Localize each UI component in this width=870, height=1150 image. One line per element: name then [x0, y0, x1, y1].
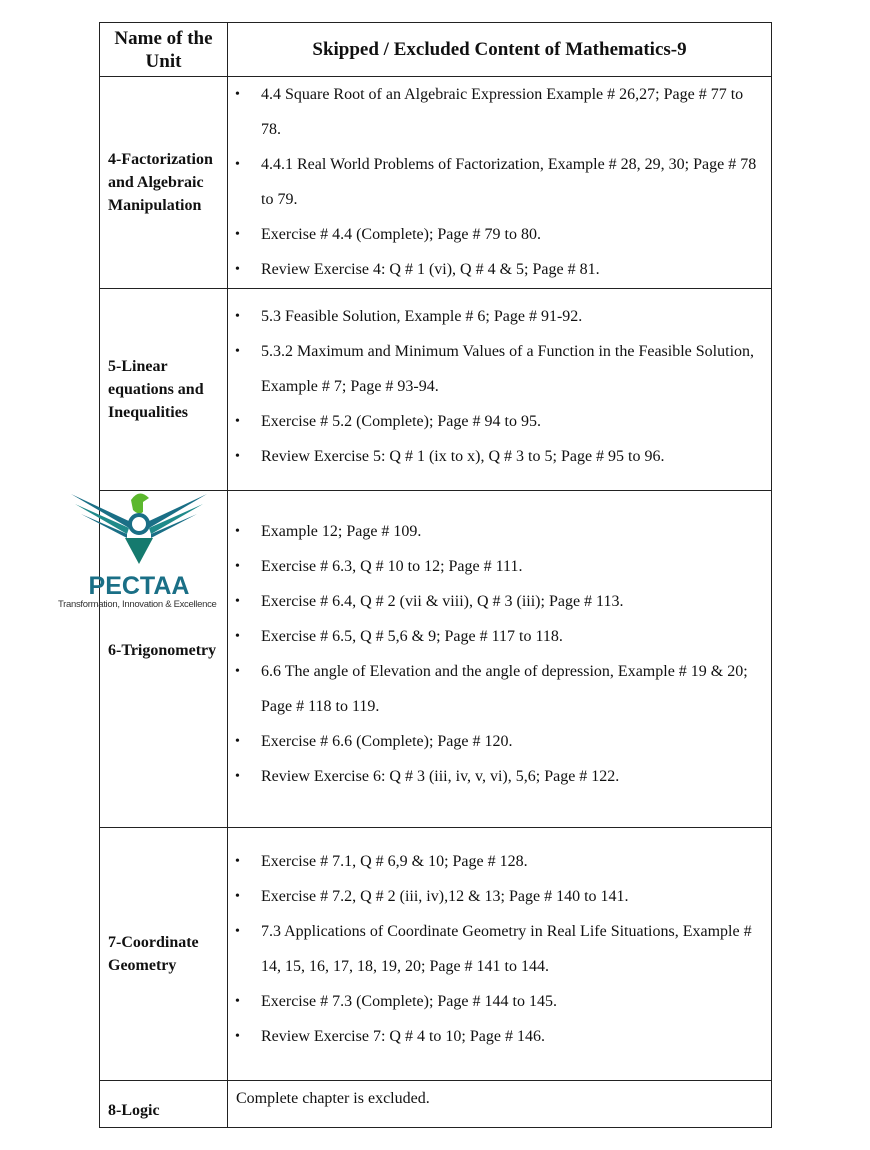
- header-unit-name: Name of the Unit: [100, 23, 228, 77]
- table-row: [100, 289, 772, 491]
- table-row: [100, 828, 772, 1081]
- table-row: [100, 77, 772, 289]
- table-row: [100, 1081, 772, 1128]
- list-item: • Review Exercise 4: Q # 1 (vi), Q # 4 & 5; Page # 81.: [261, 252, 759, 287]
- list-item: • Exercise # 6.4, Q # 2 (vii & viii), Q # 3 (iii); Page # 113.: [261, 584, 759, 619]
- list-item: • Exercise # 7.3 (Complete); Page # 144 to 145.: [261, 984, 759, 1019]
- logo-name: PECTAA: [88, 572, 190, 600]
- content-cell: [228, 77, 772, 289]
- unit-name: 5-Linear equations and Inequalities: [100, 289, 228, 491]
- list-item: • Exercise # 7.1, Q # 6,9 & 10; Page # 128.: [261, 844, 759, 879]
- list-item: • 5.3.2 Maximum and Minimum Values of a Function in the Feasible Solution, Example # 7; Page # 93-94.: [261, 334, 759, 404]
- list-item: • Exercise # 6.5, Q # 5,6 & 9; Page # 117 to 118.: [261, 619, 759, 654]
- list-item: • Exercise # 6.6 (Complete); Page # 120.: [261, 724, 759, 759]
- list-item: • Exercise # 5.2 (Complete); Page # 94 to 95.: [261, 404, 759, 439]
- table-header-row: [100, 23, 772, 77]
- list-item: • Exercise # 7.2, Q # 2 (iii, iv),12 & 13; Page # 140 to 141.: [261, 879, 759, 914]
- content-cell: [228, 289, 772, 491]
- content-cell: [228, 1081, 772, 1128]
- unit-name: 7-Coordinate Geometry: [100, 828, 228, 1081]
- list-item: • 6.6 The angle of Elevation and the angle of depression, Example # 19 & 20; Page # 118 to 119.: [261, 654, 759, 724]
- list-item: • 7.3 Applications of Coordinate Geometry in Real Life Situations, Example # 14, 15, 16, 17, 18, 19, 20; Page # 141 to 144.: [261, 914, 759, 984]
- eagle-icon: [69, 488, 209, 566]
- list-item: • Review Exercise 5: Q # 1 (ix to x), Q # 3 to 5; Page # 95 to 96.: [261, 439, 759, 474]
- unit-name: 6-Trigonometry: [100, 491, 228, 828]
- content-text: Complete chapter is excluded.: [236, 1090, 430, 1107]
- list-item: • Example 12; Page # 109.: [261, 514, 759, 549]
- list-item: • Review Exercise 6: Q # 3 (iii, iv, v, vi), 5,6; Page # 122.: [261, 759, 759, 794]
- unit-name: 4-Factorization and Algebraic Manipulation: [100, 77, 228, 289]
- list-item: • 5.3 Feasible Solution, Example # 6; Page # 91-92.: [261, 299, 759, 334]
- list-item: • 4.4.1 Real World Problems of Factorization, Example # 28, 29, 30; Page # 78 to 79.: [261, 147, 759, 217]
- list-item: • Review Exercise 7: Q # 4 to 10; Page # 146.: [261, 1019, 759, 1054]
- content-cell: [228, 828, 772, 1081]
- unit-name: 8-Logic: [100, 1081, 228, 1128]
- content-cell: [228, 491, 772, 828]
- logo-tagline: Transformation, Innovation & Excellence: [58, 599, 217, 610]
- pectaa-logo: [58, 488, 217, 610]
- header-excluded-content: Skipped / Excluded Content of Mathematics-9: [228, 23, 772, 77]
- list-item: • Exercise # 4.4 (Complete); Page # 79 to 80.: [261, 217, 759, 252]
- list-item: • Exercise # 6.3, Q # 10 to 12; Page # 111.: [261, 549, 759, 584]
- list-item: • 4.4 Square Root of an Algebraic Expression Example # 26,27; Page # 77 to 78.: [261, 77, 759, 147]
